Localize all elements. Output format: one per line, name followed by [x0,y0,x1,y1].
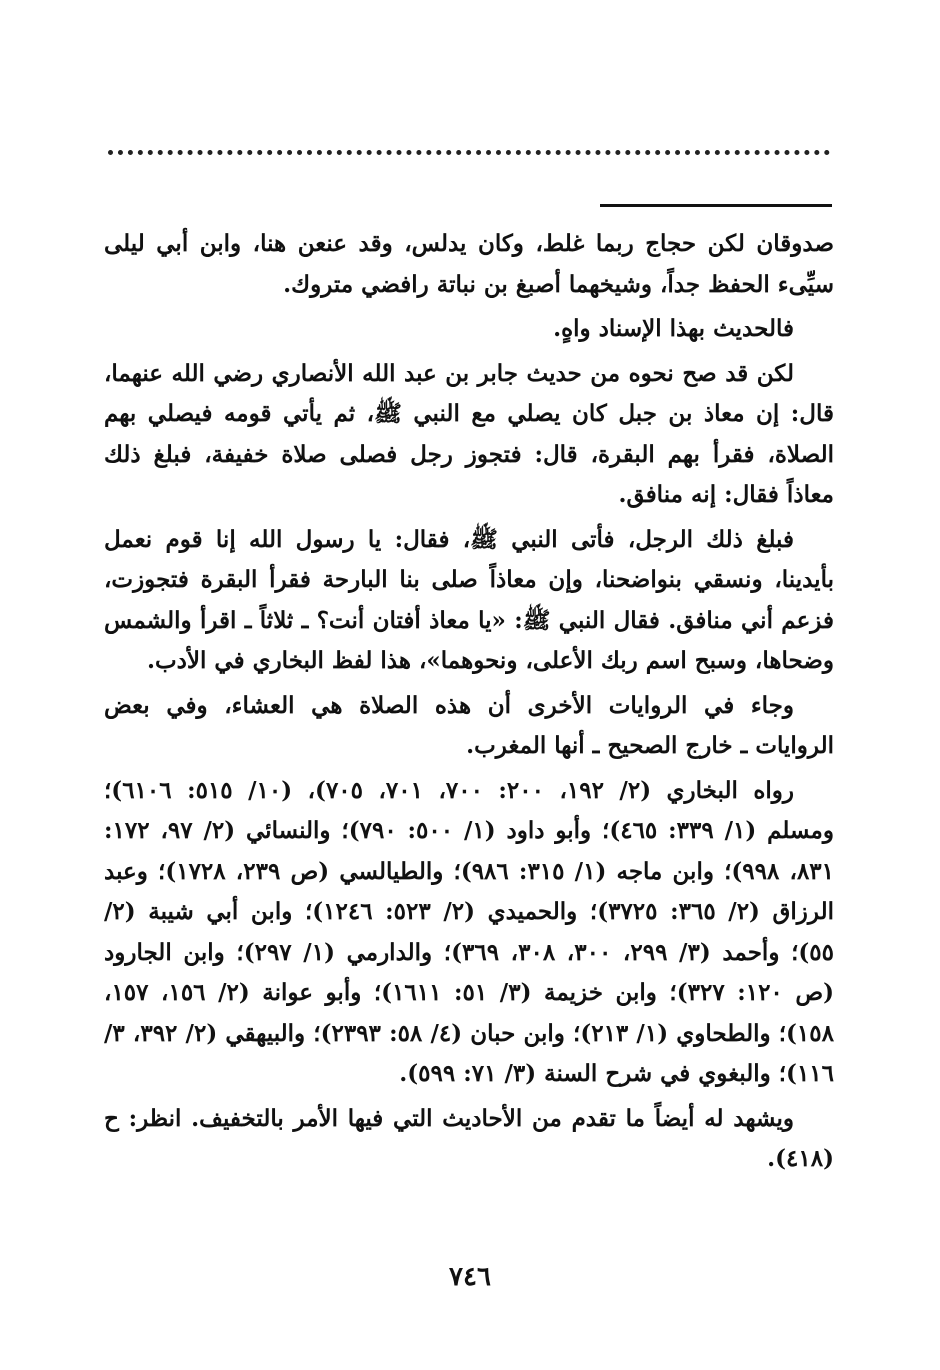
page-number: ٧٤٦ [449,1262,491,1292]
paragraph-isnad-verdict: فالحديث بهذا الإسناد واهٍ. [553,315,794,342]
footnote-rule [600,204,832,207]
paragraph-takhrij: رواه البخاري (٢/ ١٩٢، ٢٠٠: ٧٠٠، ٧٠١، ٧٠٥)، (١٠/ ٥١٥: ٦١٠٦)؛ ومسلم (١/ ٣٣٩: ٤٦٥)؛ وأبو داود (١/ ٥٠٠: ٧٩٠)؛ والنسائي (٢/ ٩٧، ١٧٢: ٨٣١، ٩٩٨)؛ وابن ماجه (١/ ٣١٥: ٩٨٦)؛ والطيالسي (ص ٢٣٩، ١٧٢٨)؛ وعبد الرزاق (٢/ ٣٦٥: ٣٧٢٥)؛ والحميدي (٢/ ٥٢٣: ١٢٤٦)؛ وابن أبي شيبة (٢/ ٥٥)؛ وأحمد (٣/ ٢٩٩، ٣٠٠، ٣٠٨، ٣٦٩)؛ والدارمي (١/ ٢٩٧)؛ وابن الجارود (ص ١٢٠: ٣٢٧)؛ وابن خزيمة (٣/ ٥١: ١٦١١)؛ وأبو عوانة (٢/ ١٥٦، ١٥٧، ١٥٨)؛ والطحاوي (١/ ٢١٣)؛ وابن حبان (٤/ ٥٨: ٢٣٩٣)؛ والبيهقي (٢/ ٣٩٢، ٣/ ١١٦)؛ والبغوي في شرح السنة (٣/ ٧١: ٥٩٩). [104,776,835,1087]
paragraph-prophet-response: فبلغ ذلك الرجل، فأتى النبي ﷺ، فقال: يا رسول الله إنا قوم نعمل بأيدينا، ونسقي بنواضحنا، وإن معاذاً صلى بنا البارحة فقرأ البقرة فتجوزت، فزعم أني منافق. فقال النبي ﷺ: «يا معاذ أفتان أنت؟ ـ ثلاثاً ـ اقرأ والشمس وضحاها، وسبح اسم ربك الأعلى، ونحوهما»، هذا لفظ البخاري في الأدب. [104,525,834,674]
paragraph-other-narrations: وجاء في الروايات الأخرى أن هذه الصلاة هي العشاء، وفي بعض الروايات ـ خارج الصحيح ـ أنها المغرب. [104,691,834,759]
dotted-separator [108,150,830,155]
paragraph-narrator-critique: صدوقان لكن حجاج ربما غلط، وكان يدلس، وقد عنعن هنا، وابن أبي ليلى سيِّىء الحفظ جداً، وشيخهما أصبغ بن نباتة رافضي متروك. [104,230,834,298]
page-body [104,224,834,1184]
paragraph-jabir-hadith: لكن قد صح نحوه من حديث جابر بن عبد الله الأنصاري رضي الله عنهما، قال: إن معاذ بن جبل كان يصلي مع النبي ﷺ، ثم يأتي قومه فيصلي بهم الصلاة، فقرأ بهم البقرة، قال: فتجوز رجل فصلى صلاة خفيفة، فبلغ ذلك معاذاً فقال: إنه منافق. [104,359,834,508]
paragraph-shahid: ويشهد له أيضاً ما تقدم من الأحاديث التي فيها الأمر بالتخفيف. انظر: ح (٤١٨). [104,1104,834,1172]
